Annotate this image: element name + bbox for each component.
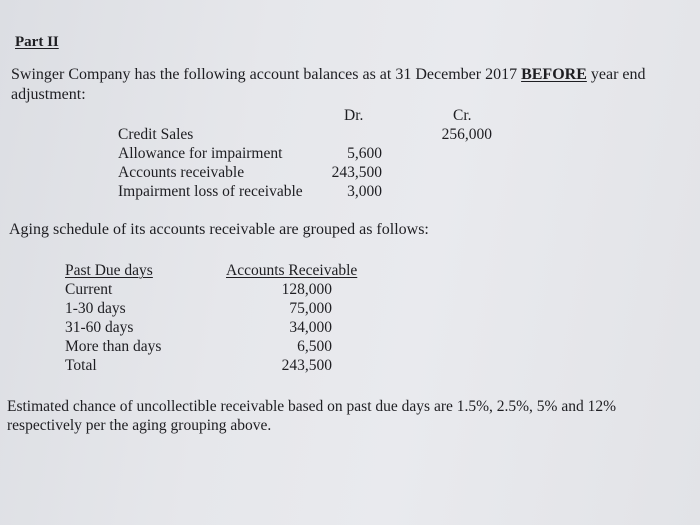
account-name: Credit Sales — [118, 126, 194, 143]
intro-text-before: Swinger Company has the following account balances as at 31 December 2017 — [11, 66, 518, 83]
estimate-line-1: Estimated chance of uncollectible receivable based on past due days are 1.5%, 2.5%, 5% and 12% — [7, 398, 617, 415]
account-name: Accounts receivable — [118, 164, 245, 181]
aging-label: 1-30 days — [65, 300, 126, 317]
col-header-cr: Cr. — [453, 107, 472, 124]
col-header-past-due: Past Due days — [65, 262, 153, 279]
aging-label: More than days — [65, 338, 162, 355]
intro-line-1 — [11, 66, 646, 84]
aging-intro: Aging schedule of its accounts receivable are grouped as follows: — [9, 221, 429, 238]
aging-label: Total — [65, 357, 97, 374]
dr-amount: 243,500 — [331, 164, 382, 181]
dr-amount: 3,000 — [347, 183, 382, 200]
col-header-dr: Dr. — [344, 107, 364, 124]
cr-amount: 256,000 — [441, 126, 492, 143]
aging-label: Current — [65, 281, 113, 298]
aging-label: 31-60 days — [65, 319, 134, 336]
aging-amount: 128,000 — [281, 281, 332, 298]
aging-amount: 34,000 — [289, 319, 332, 336]
part-title: Part II — [15, 34, 59, 50]
col-header-accounts-receivable: Accounts Receivable — [226, 262, 358, 279]
account-name: Allowance for impairment — [118, 145, 283, 162]
estimate-line-2: respectively per the aging grouping above. — [7, 417, 272, 434]
intro-emphasis: BEFORE — [521, 66, 587, 83]
dr-amount: 5,600 — [347, 145, 382, 162]
aging-amount: 75,000 — [289, 300, 332, 317]
intro-line-2: adjustment: — [11, 86, 86, 103]
aging-amount: 6,500 — [297, 338, 332, 355]
intro-text-after: year end — [590, 66, 646, 83]
account-name: Impairment loss of receivable — [118, 183, 303, 200]
aging-amount: 243,500 — [281, 357, 332, 374]
